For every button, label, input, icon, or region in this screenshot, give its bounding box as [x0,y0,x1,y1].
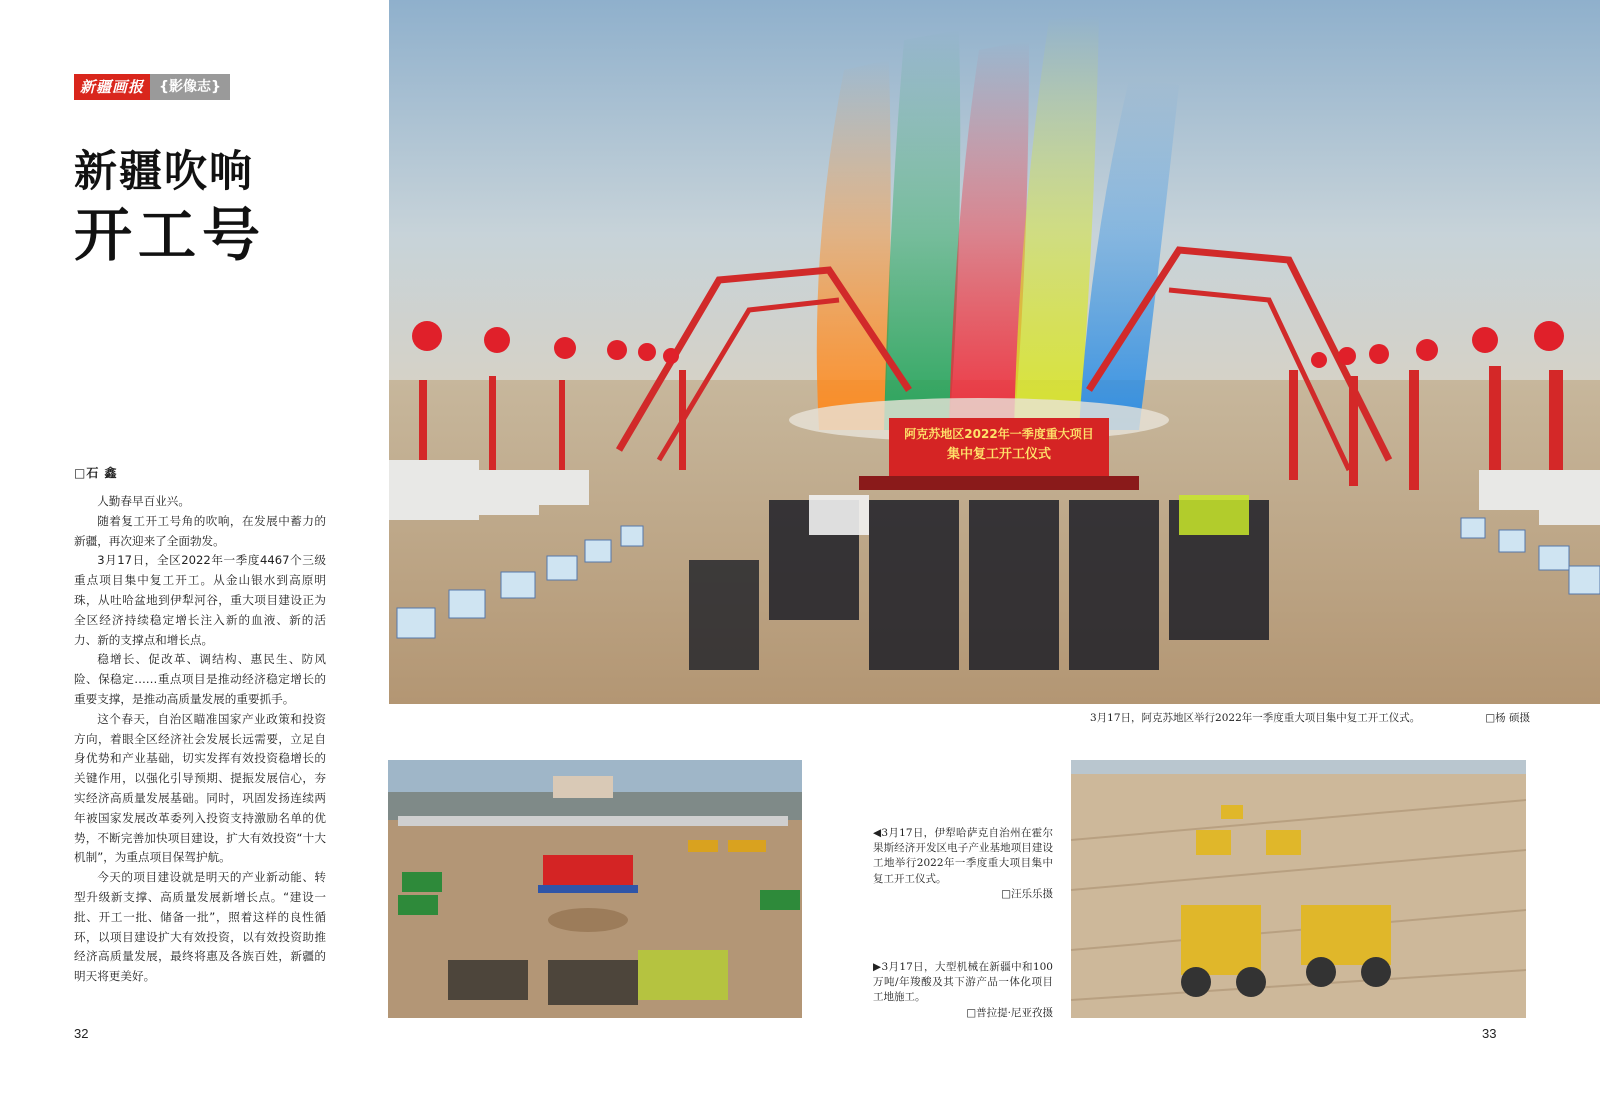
article-paragraph: 随着复工开工号角的吹响，在发展中蓄力的新疆，再次迎来了全面勃发。 [74,513,326,548]
page-number-right: 33 [1482,1026,1497,1041]
stage-banner-line-2: 集中复工开工仪式 [946,447,1052,462]
magazine-logo: 新疆画报 [74,74,150,100]
article-body [74,492,326,987]
caption-side-2 [873,960,1053,1021]
article-paragraph: 3月17日，全区2022年一季度4467个三级重点项目集中复工开工。从金山银水到高原明珠，从吐哈盆地到伊犁河谷，重大项目建设正为全区经济持续稳定增长注入新的血液、新的活力、新的支撑点和增长点。 [74,553,326,647]
caption-main [1090,710,1530,725]
caption-side-1 [873,826,1053,902]
article-paragraph: 今天的项目建设就是明天的产业新动能、转型升级新支撑、高质量发展新增长点。“建设一批、开工一批、储备一批”，照着这样的良性循环，以项目建设扩大有效投资，以有效投资助推经济高质量发展，最终将惠及各族百姓，新疆的明天将更美好。 [74,870,326,984]
caption-side-1-credit: □汪乐乐摄 [1001,887,1053,900]
caption-side-2-credit: □普拉提·尼亚孜摄 [966,1006,1053,1019]
section-label: {影像志} [150,74,230,100]
article-paragraph: 这个春天，自治区瞄准国家产业政策和投资方向，着眼全区经济社会发展长远需要，立足自身优势和产业基础，切实发挥有效投资稳增长的关键作用，以强化引导预期、提振发展信心，夯实经济高质量发展基础。同时，巩固发扬连续两年被国家发展改革委列入投资支持激励名单的优势，不断完善加快项目建设，扩大有效投资“十大机制”，为重点项目保驾护航。 [74,711,326,865]
main-photo-ceremony [389,0,1600,704]
caption-main-credit: □杨 硕摄 [1485,712,1530,724]
page-number-left: 32 [74,1026,89,1041]
caption-main-text: 3月17日，阿克苏地区举行2022年一季度重大项目集中复工开工仪式。 [1090,712,1421,724]
article-paragraph: 人勤春早百业兴。 [97,494,190,508]
byline: □石 鑫 [74,466,118,480]
title-line-2: 开工号 [74,201,267,269]
stage-banner-line-1: 阿克苏地区2022年一季度重大项目 [904,427,1094,441]
photo-horgos-ceremony [388,760,802,1018]
photo-machinery-site [1071,760,1526,1018]
caption-side-1-text: ◀3月17日，伊犁哈萨克自治州在霍尔果斯经济开发区电子产业基地项目建设工地举行2022年一季度重大项目集中复工开工仪式。 [873,827,1053,885]
caption-side-2-text: ▶3月17日，大型机械在新疆中和100万吨/年羧酸及其下游产品一体化项目工地施工。 [873,961,1053,1004]
magazine-badge [74,74,230,100]
title-line-1: 新疆吹响 [74,147,254,197]
article-paragraph: 稳增长、促改革、调结构、惠民生、防风险、保稳定……重点项目是推动经济稳定增长的重要支撑，是推动高质量发展的重要抓手。 [74,652,326,706]
article-title [74,144,266,270]
